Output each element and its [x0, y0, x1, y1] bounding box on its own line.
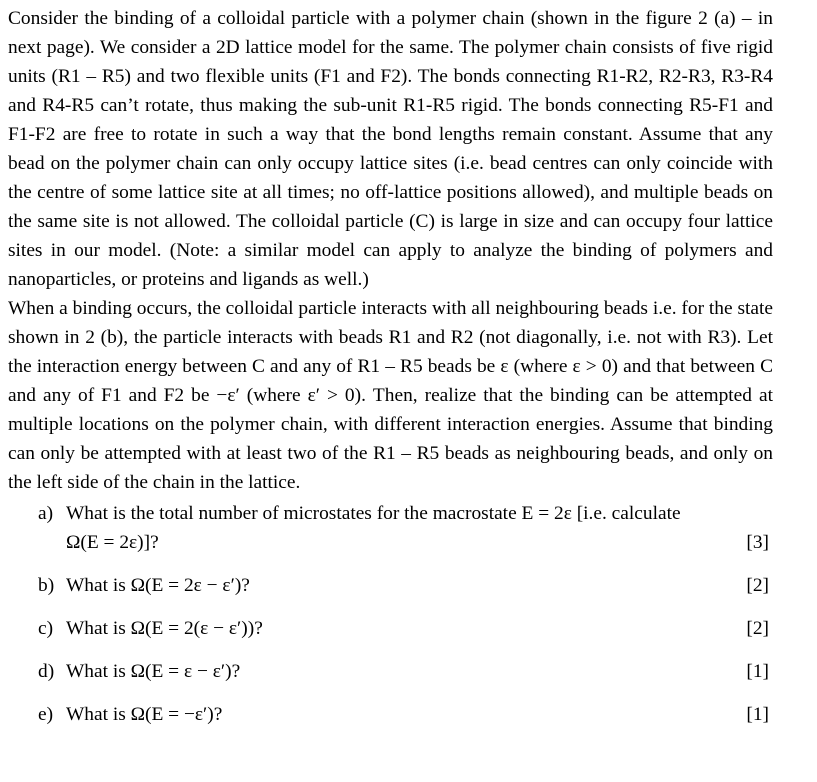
question-list: [8, 499, 773, 729]
question-text: What is Ω(E = 2(ε − ε′))?: [66, 618, 263, 639]
question-text: What is Ω(E = ε − ε′)?: [66, 661, 241, 682]
intro-paragraph: Consider the binding of a colloidal particle with a polymer chain (shown in the figure 2 (a) – in next page). We consider a 2D lattice model for the same. The polymer chain consists of five rigid units (R1 – R5) and two flexible units (F1 and F2). The bonds connecting R1-R2, R2-R3, R3-R4 and R4-R5 can’t rotate, thus making the sub-unit R1-R5 rigid. The bonds connecting R5-F1 and F1-F2 are free to rotate in such a way that the bond lengths remain constant. Assume that any bead on the polymer chain can only occupy lattice sites (i.e. bead centres can only coincide with the centre of some lattice site at all times; no off-lattice positions allowed), and multiple beads on the same site is not allowed. The colloidal particle (C) is large in size and can occupy four lattice sites in our model. (Note: a similar model can apply to analyze the binding of polymers and nanoparticles, or proteins and ligands as well.): [8, 8, 773, 290]
question-marks: [2]: [746, 575, 769, 596]
document-page: [8, 4, 773, 729]
question-label: c): [38, 618, 54, 639]
question-label: b): [38, 575, 55, 596]
question-text: What is Ω(E = 2ε − ε′)?: [66, 575, 250, 596]
question-label: a): [38, 503, 54, 524]
question-c: [8, 614, 773, 643]
question-text: What is the total number of microstates for the macrostate E = 2ε [i.e. calculate: [66, 503, 681, 524]
question-marks: [1]: [746, 661, 769, 682]
question-label: e): [38, 704, 54, 725]
question-d: [8, 657, 773, 686]
question-marks: [1]: [746, 704, 769, 725]
question-text-continued: Ω(E = 2ε)]?: [66, 532, 159, 553]
question-text: What is Ω(E = −ε′)?: [66, 704, 223, 725]
question-label: d): [38, 661, 55, 682]
question-marks: [3]: [746, 532, 769, 553]
binding-paragraph: When a binding occurs, the colloidal particle interacts with all neighbouring beads i.e. for the state shown in 2 (b), the particle interacts with beads R1 and R2 (not diagonally, i.e. not with R3). Let the interaction energy between C and any of R1 – R5 beads be ε (where ε > 0) and that between C and any of F1 and F2 be −ε′ (where ε′ > 0). Then, realize that the binding can be attempted at multiple locations on the polymer chain, with different interaction energies. Assume that binding can only be attempted with at least two of the R1 – R5 beads as neighbouring beads, and only on the left side of the chain in the lattice.: [8, 298, 773, 493]
question-b: [8, 571, 773, 600]
question-e: [8, 700, 773, 729]
question-a: [8, 499, 773, 557]
question-marks: [2]: [746, 618, 769, 639]
